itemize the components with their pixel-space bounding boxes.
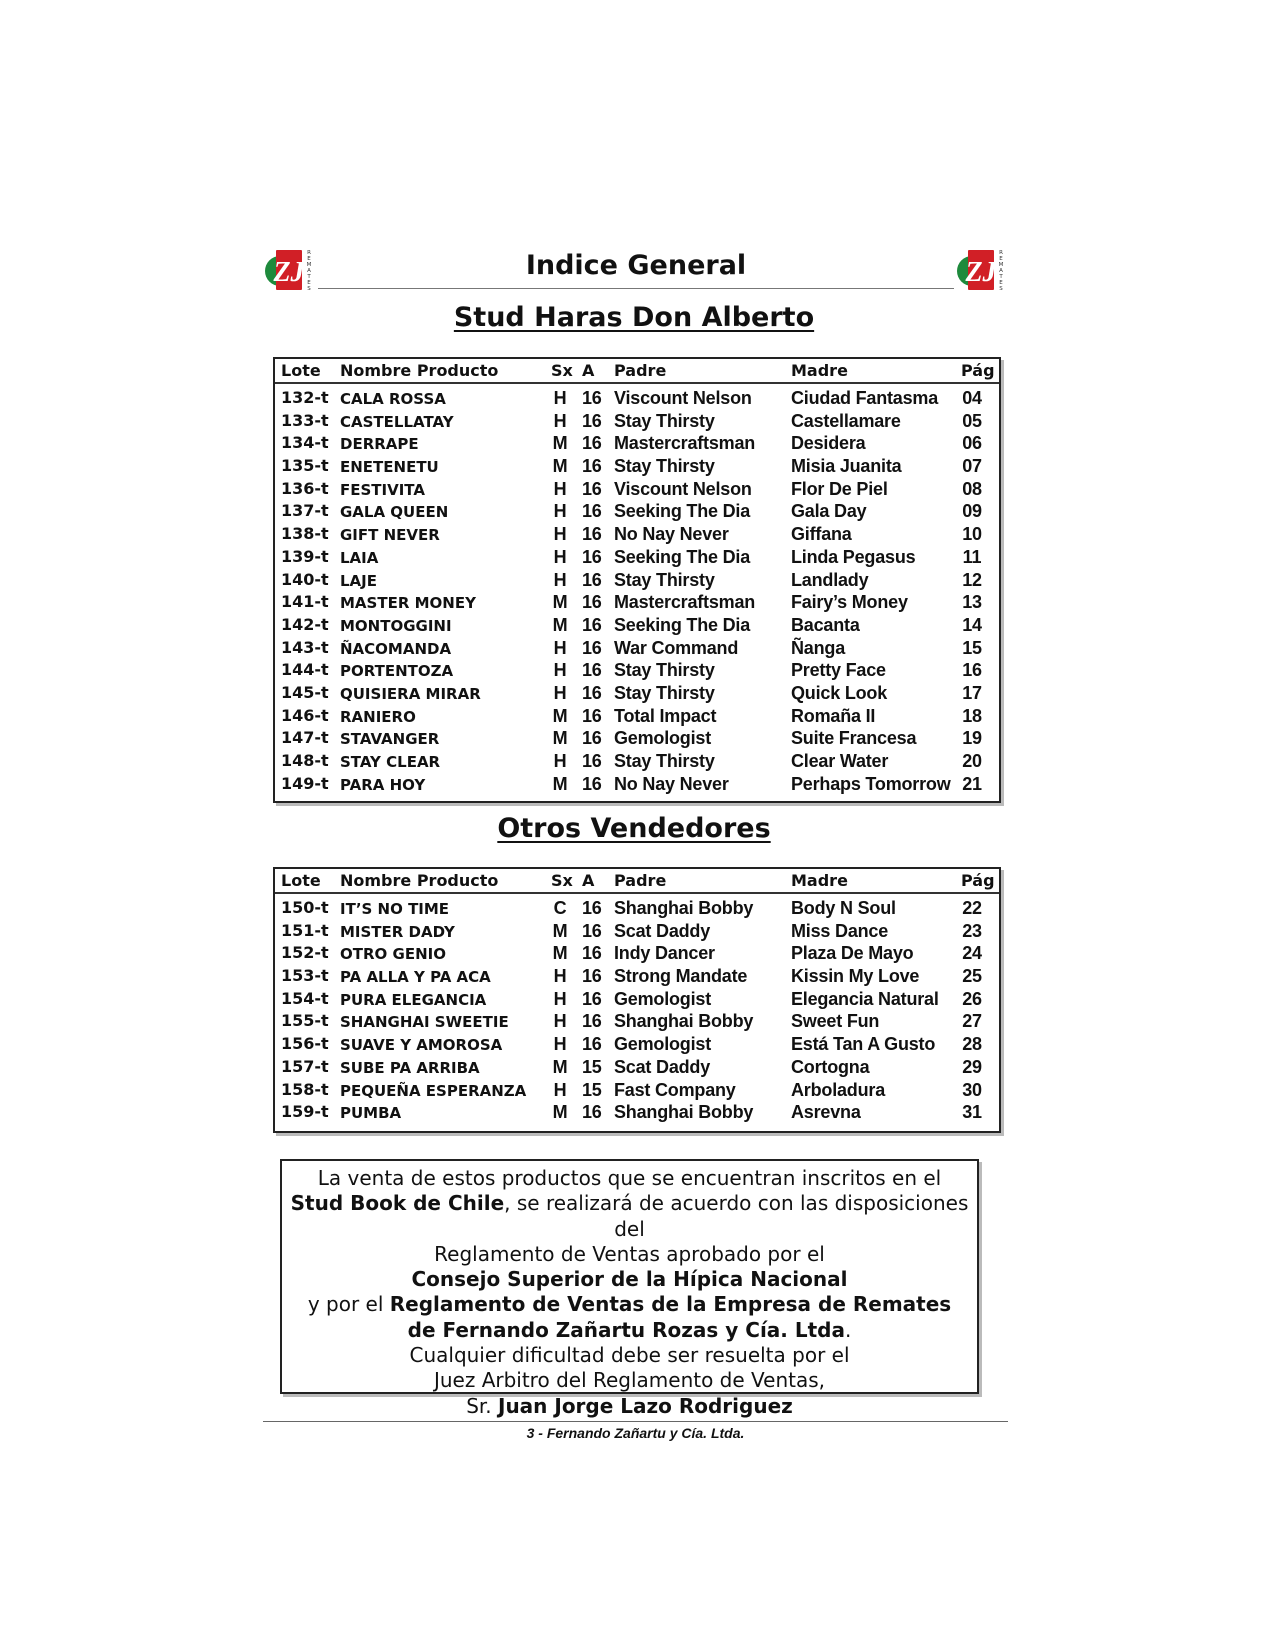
nombre-cell: GIFT NEVER — [340, 526, 440, 545]
table-row — [275, 750, 999, 773]
table-row — [275, 546, 999, 569]
col-padre: Padre — [614, 361, 667, 380]
padre-cell: Stay Thirsty — [614, 410, 715, 431]
lote-cell: 143-t — [281, 637, 329, 657]
col-pag: Pág — [961, 871, 995, 890]
table-row — [275, 432, 999, 455]
nombre-cell: CASTELLATAY — [340, 412, 454, 431]
table-row — [275, 569, 999, 592]
sx-cell: H — [553, 388, 567, 408]
nombre-cell: MISTER DADY — [340, 922, 455, 941]
pag-cell: 14 — [962, 614, 982, 635]
col-a: A — [582, 871, 595, 890]
padre-cell: Scat Daddy — [614, 920, 711, 941]
table-row — [275, 455, 999, 478]
table-row — [275, 1079, 999, 1102]
lote-cell: 135-t — [281, 456, 329, 476]
pag-cell: 08 — [962, 478, 982, 499]
sx-cell: H — [553, 501, 567, 522]
nombre-cell: CALA ROSSA — [340, 390, 446, 408]
madre-cell: Gala Day — [791, 501, 867, 522]
nombre-cell: PEQUEÑA ESPERANZA — [340, 1081, 527, 1100]
notice-bold: Consejo Superior de la Hípica Nacional — [411, 1267, 848, 1292]
madre-cell: Bacanta — [791, 614, 860, 635]
svg-text:R: R — [307, 250, 311, 256]
nombre-cell: SUBE PA ARRIBA — [340, 1058, 480, 1077]
col-pag: Pág — [961, 361, 995, 380]
notice-line: Cualquier dificultad debe ser resuelta por el — [409, 1343, 850, 1368]
a-cell: 16 — [582, 705, 602, 726]
lote-cell: 155-t — [281, 1011, 329, 1031]
table-row — [275, 410, 999, 433]
col-nombre: Nombre Producto — [340, 361, 499, 380]
sx-cell: H — [553, 660, 567, 681]
nombre-cell: IT’S NO TIME — [340, 900, 450, 918]
page-footer: 3 - Fernando Zañartu y Cía. Ltda. — [526, 1425, 745, 1441]
pag-cell: 21 — [962, 773, 982, 794]
sx-cell: H — [553, 682, 567, 703]
lote-cell: 144-t — [281, 660, 329, 680]
lote-cell: 158-t — [281, 1079, 329, 1099]
notice-line: Reglamento de Ventas aprobado por el — [434, 1241, 825, 1266]
madre-cell: Quick Look — [791, 682, 888, 703]
sx-cell: H — [553, 1079, 567, 1100]
padre-cell: Viscount Nelson — [614, 388, 752, 408]
svg-text:M: M — [306, 262, 312, 268]
lote-cell: 138-t — [281, 524, 329, 544]
a-cell: 16 — [582, 898, 602, 918]
a-cell: 15 — [582, 1056, 602, 1077]
lote-cell: 148-t — [281, 751, 329, 770]
a-cell: 16 — [582, 988, 602, 1009]
sx-cell: H — [553, 966, 567, 987]
sx-cell: H — [553, 569, 567, 590]
table-row — [275, 523, 999, 546]
madre-cell: Landlady — [791, 569, 869, 590]
madre-cell: Sweet Fun — [791, 1011, 880, 1032]
pag-cell: 31 — [962, 1102, 982, 1123]
table-body — [275, 897, 999, 1124]
nombre-cell: GALA QUEEN — [340, 503, 449, 522]
pag-cell: 27 — [962, 1011, 982, 1032]
table-row — [275, 920, 999, 943]
pag-cell: 18 — [962, 705, 982, 726]
lote-cell: 133-t — [281, 410, 329, 430]
table-row — [275, 942, 999, 965]
pag-cell: 25 — [962, 966, 982, 987]
madre-cell: Suite Francesa — [791, 728, 917, 749]
logo-letters: ZJ — [273, 257, 305, 288]
sx-cell: M — [552, 433, 568, 454]
table-row — [275, 705, 999, 728]
lote-cell: 152-t — [281, 943, 329, 963]
table-row — [275, 773, 999, 796]
lote-cell: 146-t — [281, 705, 329, 725]
a-cell: 16 — [582, 388, 602, 408]
table-row — [275, 500, 999, 523]
table-row — [275, 1101, 999, 1124]
col-sx: Sx — [551, 361, 573, 380]
lote-cell: 136-t — [281, 478, 329, 498]
sx-cell: M — [552, 1102, 568, 1123]
padre-cell: Gemologist — [614, 988, 712, 1009]
padre-cell: Gemologist — [614, 728, 712, 749]
table-row — [275, 478, 999, 501]
pag-cell: 09 — [962, 501, 982, 522]
sx-cell: H — [553, 637, 567, 658]
nombre-cell: ENETENETU — [340, 458, 439, 477]
col-lote: Lote — [281, 361, 321, 380]
madre-cell: Asrevna — [791, 1102, 861, 1123]
table-row — [275, 591, 999, 614]
notice-line: . — [844, 1317, 852, 1342]
col-madre: Madre — [791, 361, 848, 380]
nombre-cell: LAIA — [340, 548, 379, 567]
table-row — [275, 965, 999, 988]
a-cell: 15 — [582, 1079, 602, 1100]
sx-cell: H — [553, 751, 567, 771]
nombre-cell: PUMBA — [340, 1104, 402, 1123]
notice-bold: de Fernando Zañartu Rozas y Cía. Ltda — [407, 1317, 845, 1342]
pag-cell: 05 — [962, 410, 982, 431]
padre-cell: Strong Mandate — [614, 966, 748, 987]
svg-text:R: R — [999, 250, 1003, 256]
table-row — [275, 659, 999, 682]
sx-cell: H — [553, 478, 567, 499]
padre-cell: Indy Dancer — [614, 943, 715, 964]
sx-cell: H — [553, 1011, 567, 1032]
madre-cell: Fairy’s Money — [791, 592, 908, 613]
nombre-cell: SUAVE Y AMOROSA — [340, 1036, 503, 1055]
notice-line: Sr. — [466, 1393, 498, 1418]
a-cell: 16 — [582, 920, 602, 941]
table-header — [275, 359, 999, 384]
madre-cell: Giffana — [791, 524, 852, 545]
madre-cell: Miss Dance — [791, 920, 889, 941]
madre-cell: Elegancia Natural — [791, 988, 939, 1009]
sx-cell: M — [552, 728, 568, 749]
table-row — [275, 897, 999, 920]
notice-line: La venta de estos productos que se encuentran inscritos en el — [317, 1166, 942, 1190]
table-row — [275, 1033, 999, 1056]
section-title-stud-haras: Stud Haras Don Alberto — [453, 302, 815, 333]
padre-cell: Stay Thirsty — [614, 456, 715, 477]
padre-cell: Seeking The Dia — [614, 614, 751, 635]
a-cell: 16 — [582, 943, 602, 964]
pag-cell: 23 — [962, 920, 982, 941]
notice-bold: Reglamento de Ventas de la Empresa de Remates — [389, 1292, 952, 1317]
sx-cell: M — [552, 773, 568, 794]
nombre-cell: MASTER MONEY — [340, 594, 476, 613]
page-title: Indice General — [525, 250, 747, 281]
svg-text:E: E — [999, 256, 1003, 262]
padre-cell: Stay Thirsty — [614, 660, 715, 681]
madre-cell: Linda Pegasus — [791, 546, 916, 567]
nombre-cell: RANIERO — [340, 707, 416, 726]
padre-cell: Shanghai Bobby — [614, 1102, 754, 1123]
pag-cell: 06 — [962, 433, 982, 454]
padre-cell: Shanghai Bobby — [614, 1011, 754, 1032]
nombre-cell: SHANGHAI SWEETIE — [340, 1013, 509, 1032]
remates-logo-right — [956, 247, 1006, 293]
padre-cell: No Nay Never — [614, 773, 729, 794]
sx-cell: H — [553, 524, 567, 545]
col-padre: Padre — [614, 871, 667, 890]
madre-cell: Ciudad Fantasma — [791, 388, 939, 408]
sx-cell: H — [553, 546, 567, 567]
sx-cell: M — [552, 614, 568, 635]
nombre-cell: FESTIVITA — [340, 480, 425, 499]
a-cell: 16 — [582, 637, 602, 658]
padre-cell: Stay Thirsty — [614, 569, 715, 590]
table-row — [275, 1010, 999, 1033]
a-cell: 16 — [582, 728, 602, 749]
a-cell: 16 — [582, 433, 602, 454]
a-cell: 16 — [582, 456, 602, 477]
padre-cell: Mastercraftsman — [614, 433, 756, 454]
nombre-cell: ÑACOMANDA — [340, 639, 452, 658]
madre-cell: Body N Soul — [791, 898, 896, 918]
nombre-cell: QUISIERA MIRAR — [340, 684, 481, 703]
madre-cell: Ñanga — [791, 637, 846, 658]
pag-cell: 19 — [962, 728, 982, 749]
svg-text:E: E — [307, 256, 311, 262]
col-madre: Madre — [791, 871, 848, 890]
svg-text:E: E — [307, 280, 311, 286]
lote-cell: 156-t — [281, 1034, 329, 1054]
table-row — [275, 727, 999, 750]
pag-cell: 28 — [962, 1034, 982, 1055]
sale-conditions-notice — [280, 1159, 979, 1418]
a-cell: 16 — [582, 569, 602, 590]
remates-logo-left — [264, 247, 314, 293]
lote-cell: 140-t — [281, 569, 329, 589]
sx-cell: M — [552, 592, 568, 613]
col-sx: Sx — [551, 871, 573, 890]
footer-divider — [263, 1421, 1008, 1422]
notice-bold: Stud Book de Chile — [290, 1191, 505, 1216]
nombre-cell: PORTENTOZA — [340, 662, 454, 681]
lote-cell: 132-t — [281, 388, 329, 407]
padre-cell: Stay Thirsty — [614, 751, 715, 771]
madre-cell: Flor De Piel — [791, 478, 888, 499]
padre-cell: No Nay Never — [614, 524, 729, 545]
lote-cell: 154-t — [281, 988, 329, 1008]
a-cell: 16 — [582, 614, 602, 635]
padre-cell: War Command — [614, 637, 739, 658]
madre-cell: Está Tan A Gusto — [791, 1034, 936, 1055]
pag-cell: 22 — [962, 898, 982, 918]
padre-cell: Gemologist — [614, 1034, 712, 1055]
padre-cell: Viscount Nelson — [614, 478, 752, 499]
pag-cell: 13 — [962, 592, 982, 613]
madre-cell: Desidera — [791, 433, 866, 454]
sx-cell: M — [552, 920, 568, 941]
nombre-cell: STAVANGER — [340, 730, 440, 749]
notice-line: Juez Arbitro del Reglamento de Ventas, — [433, 1368, 826, 1393]
a-cell: 16 — [582, 1034, 602, 1055]
col-lote: Lote — [281, 871, 321, 890]
madre-cell: Kissin My Love — [791, 966, 920, 987]
nombre-cell: PARA HOY — [340, 775, 426, 794]
pag-cell: 17 — [962, 682, 982, 703]
madre-cell: Cortogna — [791, 1056, 870, 1077]
notice-line: , se realizará de acuerdo con las disposiciones del — [504, 1191, 969, 1241]
lote-cell: 153-t — [281, 966, 329, 986]
lote-cell: 145-t — [281, 682, 329, 702]
svg-text:A: A — [307, 268, 311, 274]
table-body — [275, 387, 999, 795]
table-row — [275, 637, 999, 660]
a-cell: 16 — [582, 1011, 602, 1032]
svg-text:E: E — [999, 280, 1003, 286]
section-title-otros-vendedores: Otros Vendedores — [497, 813, 771, 844]
table-stud-haras-don-alberto — [273, 357, 1001, 803]
madre-cell: Misia Juanita — [791, 456, 902, 477]
pag-cell: 24 — [962, 943, 982, 964]
sx-cell: M — [552, 1056, 568, 1077]
lote-cell: 139-t — [281, 546, 329, 566]
lote-cell: 134-t — [281, 433, 329, 453]
sx-cell: M — [552, 943, 568, 964]
padre-cell: Seeking The Dia — [614, 501, 751, 522]
lote-cell: 147-t — [281, 728, 329, 748]
a-cell: 16 — [582, 478, 602, 499]
a-cell: 16 — [582, 751, 602, 771]
madre-cell: Perhaps Tomorrow — [791, 773, 951, 794]
nombre-cell: OTRO GENIO — [340, 945, 446, 964]
svg-text:S: S — [999, 286, 1003, 292]
sx-cell: H — [553, 988, 567, 1009]
logo-letters: ZJ — [965, 257, 997, 288]
lote-cell: 150-t — [281, 898, 329, 917]
table-header — [275, 869, 999, 894]
nombre-cell: MONTOGGINI — [340, 616, 452, 635]
table-row — [275, 1056, 999, 1079]
svg-text:T: T — [999, 274, 1003, 280]
lote-cell: 141-t — [281, 592, 329, 612]
nombre-cell: PA ALLA Y PA ACA — [340, 968, 491, 987]
svg-text:A: A — [999, 268, 1003, 274]
padre-cell: Shanghai Bobby — [614, 898, 754, 918]
a-cell: 16 — [582, 966, 602, 987]
notice-bold: Juan Jorge Lazo Rodriguez — [498, 1393, 793, 1418]
pag-cell: 26 — [962, 988, 982, 1009]
padre-cell: Fast Company — [614, 1079, 736, 1100]
padre-cell: Scat Daddy — [614, 1056, 711, 1077]
a-cell: 16 — [582, 501, 602, 522]
pag-cell: 12 — [962, 569, 982, 590]
pag-cell: 11 — [962, 546, 982, 567]
lote-cell: 157-t — [281, 1056, 329, 1076]
nombre-cell: LAJE — [340, 571, 377, 590]
svg-text:S: S — [307, 286, 311, 292]
lote-cell: 149-t — [281, 773, 329, 793]
table-row — [275, 988, 999, 1011]
table-row — [275, 682, 999, 705]
a-cell: 16 — [582, 592, 602, 613]
a-cell: 16 — [582, 773, 602, 794]
sx-cell: M — [552, 456, 568, 477]
lote-cell: 142-t — [281, 614, 329, 634]
nombre-cell: PURA ELEGANCIA — [340, 990, 487, 1009]
padre-cell: Stay Thirsty — [614, 682, 715, 703]
page-header — [318, 248, 954, 289]
a-cell: 16 — [582, 410, 602, 431]
a-cell: 16 — [582, 546, 602, 567]
lote-cell: 159-t — [281, 1102, 329, 1122]
pag-cell: 04 — [962, 388, 982, 408]
nombre-cell: STAY CLEAR — [340, 753, 441, 771]
pag-cell: 16 — [962, 660, 982, 681]
madre-cell: Pretty Face — [791, 660, 886, 681]
pag-cell: 20 — [962, 751, 982, 771]
madre-cell: Romaña II — [791, 705, 876, 726]
padre-cell: Total Impact — [614, 705, 717, 726]
padre-cell: Seeking The Dia — [614, 546, 751, 567]
lote-cell: 151-t — [281, 920, 329, 940]
sx-cell: H — [553, 1034, 567, 1055]
pag-cell: 30 — [962, 1079, 982, 1100]
svg-text:T: T — [307, 274, 311, 280]
svg-text:M: M — [998, 262, 1004, 268]
madre-cell: Plaza De Mayo — [791, 943, 914, 964]
madre-cell: Castellamare — [791, 410, 901, 431]
madre-cell: Clear Water — [791, 751, 889, 771]
madre-cell: Arboladura — [791, 1079, 886, 1100]
col-nombre: Nombre Producto — [340, 871, 499, 890]
nombre-cell: DERRAPE — [340, 435, 419, 454]
padre-cell: Mastercraftsman — [614, 592, 756, 613]
notice-line: y por el — [307, 1292, 390, 1317]
a-cell: 16 — [582, 682, 602, 703]
col-a: A — [582, 361, 595, 380]
sx-cell: H — [553, 410, 567, 431]
a-cell: 16 — [582, 1102, 602, 1123]
sx-cell: M — [552, 705, 568, 726]
a-cell: 16 — [582, 524, 602, 545]
pag-cell: 29 — [962, 1056, 982, 1077]
pag-cell: 10 — [962, 524, 982, 545]
table-row — [275, 614, 999, 637]
pag-cell: 15 — [962, 637, 982, 658]
sx-cell: C — [553, 898, 567, 918]
lote-cell: 137-t — [281, 501, 329, 521]
pag-cell: 07 — [962, 456, 982, 477]
a-cell: 16 — [582, 660, 602, 681]
table-otros-vendedores — [273, 867, 1001, 1133]
table-row — [275, 387, 999, 410]
